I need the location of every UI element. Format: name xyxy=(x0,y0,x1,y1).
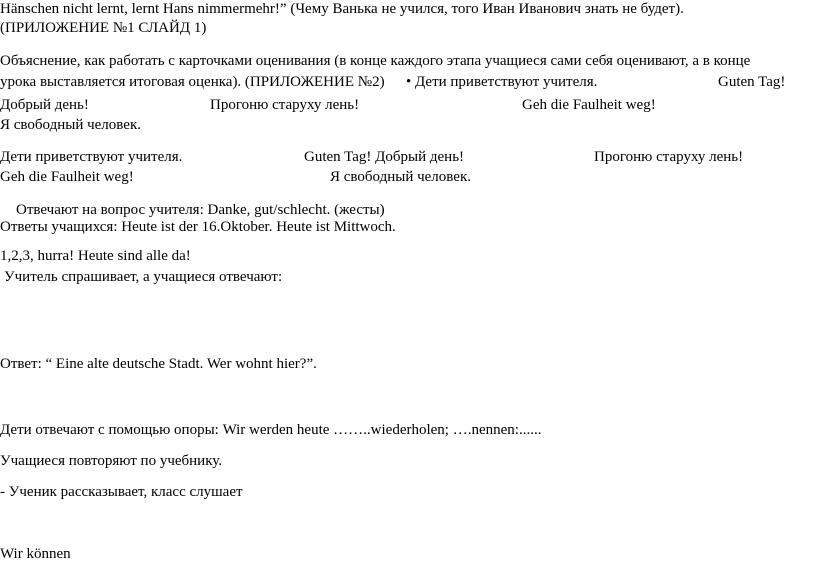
explanation-line-1: Объяснение, как работать с карточками оценивания (в конце каждого этапа учащиеся сами себя оценивают, а в конце xyxy=(0,53,751,69)
teacher-asks-line: Учитель спрашивает, а учащиеся отвечают: xyxy=(4,269,283,285)
greeting-line-d: Geh die Faulheit weg! xyxy=(0,169,134,185)
textbook-repeat-line: Учащиеся повторяют по учебнику. xyxy=(0,453,223,469)
greeting-line-c: Прогоню старуху лень! xyxy=(594,149,744,165)
chase-laziness-text: Прогоню старуху лень! xyxy=(210,97,360,113)
appendix-1-slide-1: (ПРИЛОЖЕНИЕ №1 СЛАЙД 1) xyxy=(0,20,207,36)
greeting-line-b: Guten Tag! Добрый день! xyxy=(304,149,465,165)
answer-line: Ответ: “ Eine alte deutsche Stadt. Wer wohnt hier?”. xyxy=(0,356,317,372)
explanation-line-2: урока выставляется итоговая оценка). (ПРИЛОЖЕНИЕ №2) xyxy=(0,74,385,90)
greeting-line-e: Я свободный человек. xyxy=(330,169,471,185)
answer-question-line: Отвечают на вопрос учителя: Danke, gut/schlecht. (жесты) xyxy=(16,202,385,218)
proverb-line: Hänschen nicht lernt, lernt Hans nimmermehr!” (Чему Ванька не учился, того Иван Иванович знать не будет). xyxy=(0,1,684,17)
student-tells-line: - Ученик рассказывает, класс слушает xyxy=(0,484,243,500)
geh-die-faulheit-text: Geh die Faulheit weg! xyxy=(522,97,656,113)
wir-koennen-line: Wir können xyxy=(0,546,71,562)
guten-tag-text: Guten Tag! xyxy=(718,74,786,90)
count-line: 1,2,3, hurra! Heute sind alle da! xyxy=(0,248,191,264)
greeting-line-a: Дети приветствуют учителя. xyxy=(0,149,183,165)
free-person-text: Я свободный человек. xyxy=(0,117,141,133)
good-day-text: Добрый день! xyxy=(0,97,89,113)
student-answers-line: Ответы учащихся: Heute ist der 16.Oktober. Heute ist Mittwoch. xyxy=(0,219,396,235)
greeting-instruction: • Дети приветствуют учителя. xyxy=(406,74,598,90)
support-answer-line: Дети отвечают с помощью опоры: Wir werden heute ……..wiederholen; ….nennen:...... xyxy=(0,422,542,438)
